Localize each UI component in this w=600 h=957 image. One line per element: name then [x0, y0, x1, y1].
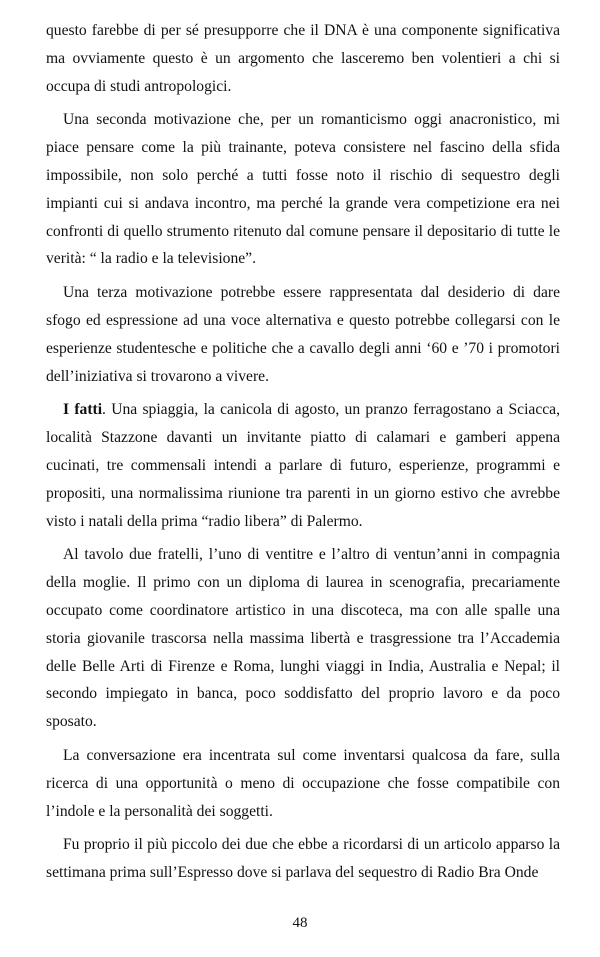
paragraph-2-text: Una seconda motivazione che, per un romanticismo oggi anacronistico, mi piace pensare come la più trainante, poteva consistere nel fascino della sfida impossibile, non solo perché a tutti fosse noto il rischio di sequestro degli impianti cui si andava incontro, ma perché la grande vera competizione era nei confronti di quello strumento ritenuto dal comune pensare il depositario di tutte le verità: “ la radio e la televisione”. [46, 111, 560, 268]
body-text [46, 17, 560, 893]
paragraph-6 [46, 742, 560, 825]
paragraph-7-text: Fu proprio il più piccolo dei due che ebbe a ricordarsi di un articolo apparso la settimana prima sull’Espresso dove si parlava del sequestro di Radio Bra Onde [46, 836, 560, 882]
paragraph-5-text: Al tavolo due fratelli, l’uno di ventitre e l’altro di ventun’anni in compagnia della moglie. Il primo con un diploma di laurea in scenografia, precariamente occupato come coordinatore artistico in una discoteca, ma con alle spalle una storia giovanile trascorsa nella massima libertà e trasgressione tra l’Accademia delle Belle Arti di Firenze e Roma, lunghi viaggi in India, Australia e Nepal; il secondo impiegato in banca, poco soddisfatto del proprio lavoro e da poco sposato. [46, 546, 560, 731]
paragraph-6-text: La conversazione era incentrata sul come inventarsi qualcosa da fare, sulla ricerca di una opportunità o meno di occupazione che fosse compatibile con l’indole e la personalità dei soggetti. [46, 746, 560, 820]
paragraph-1-text: questo farebbe di per sé presupporre che il DNA è una componente significativa ma ovviamente questo è un argomento che lasceremo ben volentieri a chi si occupa di studi antropologici. [46, 22, 560, 95]
paragraph-2 [46, 106, 560, 273]
paragraph-1 [46, 17, 560, 100]
paragraph-4-lead: I fatti [63, 401, 103, 419]
paragraph-3-text: Una terza motivazione potrebbe essere rappresentata dal desiderio di dare sfogo ed espressione ad una voce alternativa e questo potrebbe collegarsi con le esperienze studentesche e politiche che a cavallo degli anni ‘60 e ’70 i promotori dell’iniziativa si trovarono a vivere. [46, 284, 560, 385]
paragraph-4 [46, 396, 560, 535]
paragraph-7 [46, 831, 560, 887]
paragraph-4-text: . Una spiaggia, la canicola di agosto, un pranzo ferragostano a Sciacca, località Stazzone davanti un invitante piatto di calamari e gamberi appena cucinati, tre commensali intendi a parlare di futuro, esperienze, programmi e propositi, una normalissima riunione tra parenti in un giorno estivo che avrebbe visto i natali della prima “radio libera” di Palermo. [46, 401, 560, 530]
page-number: 48 [292, 915, 308, 931]
paragraph-5 [46, 541, 560, 736]
paragraph-3 [46, 279, 560, 390]
